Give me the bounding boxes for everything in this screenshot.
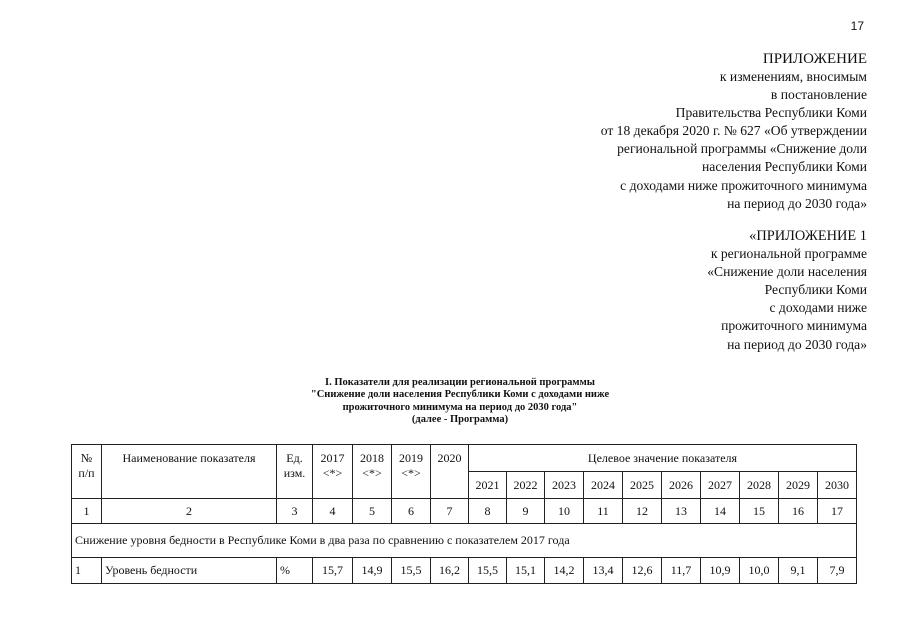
col-number-header xyxy=(72,445,102,499)
col-unit-label: изм. xyxy=(283,466,306,480)
value-cell: 15,5 xyxy=(469,558,507,584)
target-value-header: Целевое значение показателя xyxy=(469,445,857,472)
page-number: 17 xyxy=(850,19,864,33)
value-cell: 11,7 xyxy=(662,558,701,584)
section-row xyxy=(72,524,857,558)
section-title-line: прожиточного минимума на период до 2030 года" xyxy=(342,401,578,413)
section-row-text: Снижение уровня бедности в Республике Коми в два раза по сравнению с показателем 2017 года xyxy=(72,524,857,558)
row-number: 1 xyxy=(72,558,102,584)
year-label: 2017 xyxy=(320,451,345,465)
appendix-line: с доходами ниже прожиточного минимума xyxy=(620,177,867,193)
value-cell: 14,9 xyxy=(353,558,392,584)
target-year: 2023 xyxy=(545,472,584,499)
column-number: 13 xyxy=(662,499,701,524)
value-cell: 12,6 xyxy=(623,558,662,584)
column-number: 7 xyxy=(431,499,469,524)
appendix-title: ПРИЛОЖЕНИЕ xyxy=(762,51,867,67)
value-cell: 7,9 xyxy=(818,558,857,584)
target-year: 2027 xyxy=(701,472,740,499)
target-year: 2026 xyxy=(662,472,701,499)
col-year-2020 xyxy=(431,445,469,499)
value-cell: 14,2 xyxy=(545,558,584,584)
target-year: 2029 xyxy=(779,472,818,499)
col-unit-header xyxy=(277,445,313,499)
column-number: 12 xyxy=(623,499,662,524)
appendix-line: в постановление xyxy=(770,87,867,103)
column-number: 4 xyxy=(313,499,353,524)
value-cell: 15,1 xyxy=(507,558,545,584)
table-header-row xyxy=(72,445,857,472)
appendix-line: на период до 2030 года» xyxy=(727,195,867,211)
appendix1-line: Республики Коми xyxy=(764,282,867,298)
year-label: 2019 xyxy=(399,451,423,465)
target-year: 2028 xyxy=(740,472,779,499)
target-year: 2024 xyxy=(584,472,623,499)
appendix-line: к изменениям, вносимым xyxy=(719,69,867,84)
column-number: 8 xyxy=(469,499,507,524)
col-number-label: № xyxy=(80,451,93,465)
footnote-mark: <*> xyxy=(401,466,421,480)
column-number: 17 xyxy=(818,499,857,524)
target-year: 2021 xyxy=(469,472,507,499)
target-year: 2022 xyxy=(507,472,545,499)
value-cell: 13,4 xyxy=(584,558,623,584)
value-cell: 15,7 xyxy=(313,558,353,584)
year-label: 2020 xyxy=(437,451,462,465)
value-cell: 16,2 xyxy=(431,558,469,584)
col-year-2019 xyxy=(392,445,431,499)
appendix-header xyxy=(601,50,867,213)
appendix1-title: «ПРИЛОЖЕНИЕ 1 xyxy=(749,228,867,244)
table-row xyxy=(72,558,857,584)
section-title-line: I. Показатели для реализации региональной программы xyxy=(325,377,595,388)
appendix1-line: на период до 2030 года» xyxy=(727,336,867,352)
section-title-line: "Снижение доли населения Республики Коми с доходами ниже xyxy=(310,389,610,401)
footnote-mark: <*> xyxy=(362,466,382,480)
column-number: 9 xyxy=(507,499,545,524)
appendix1-line: «Снижение доли населения xyxy=(707,264,867,280)
value-cell: 15,5 xyxy=(392,558,431,584)
column-number: 5 xyxy=(353,499,392,524)
column-number: 3 xyxy=(277,499,313,524)
col-unit-label: Ед. xyxy=(286,451,303,465)
column-number: 1 xyxy=(72,499,102,524)
col-name-header: Наименование показателя xyxy=(102,445,277,499)
column-number: 16 xyxy=(779,499,818,524)
target-year: 2030 xyxy=(818,472,857,499)
indicators-table xyxy=(71,444,857,584)
value-cell: 9,1 xyxy=(779,558,818,584)
column-number: 11 xyxy=(584,499,623,524)
appendix-line: Правительства Республики Коми xyxy=(675,105,867,121)
column-numbers-row xyxy=(72,499,857,524)
appendix1-line: с доходами ниже xyxy=(769,300,867,316)
column-number: 6 xyxy=(392,499,431,524)
section-title-line: (далее - Программа) xyxy=(411,414,509,426)
column-number: 15 xyxy=(740,499,779,524)
column-number: 2 xyxy=(102,499,277,524)
target-year: 2025 xyxy=(623,472,662,499)
value-cell: 10,0 xyxy=(740,558,779,584)
appendix-line: населения Республики Коми xyxy=(702,159,867,175)
value-cell: 10,9 xyxy=(701,558,740,584)
col-number-label: п/п xyxy=(78,466,95,480)
appendix-line: региональной программы «Снижение доли xyxy=(617,141,867,157)
col-year-2017 xyxy=(313,445,353,499)
appendix-line: от 18 декабря 2020 г. № 627 «Об утверждении xyxy=(600,123,867,139)
year-label: 2018 xyxy=(360,451,384,465)
appendix1-line: прожиточного минимума xyxy=(721,318,867,334)
footnote-mark: <*> xyxy=(322,466,343,480)
col-year-2018 xyxy=(353,445,392,499)
indicator-unit: % xyxy=(277,558,313,584)
column-number: 14 xyxy=(701,499,740,524)
column-number: 10 xyxy=(545,499,584,524)
section-title xyxy=(285,377,635,427)
indicator-name: Уровень бедности xyxy=(102,558,277,584)
appendix1-header xyxy=(707,227,867,354)
appendix1-line: к региональной программе xyxy=(710,246,867,262)
